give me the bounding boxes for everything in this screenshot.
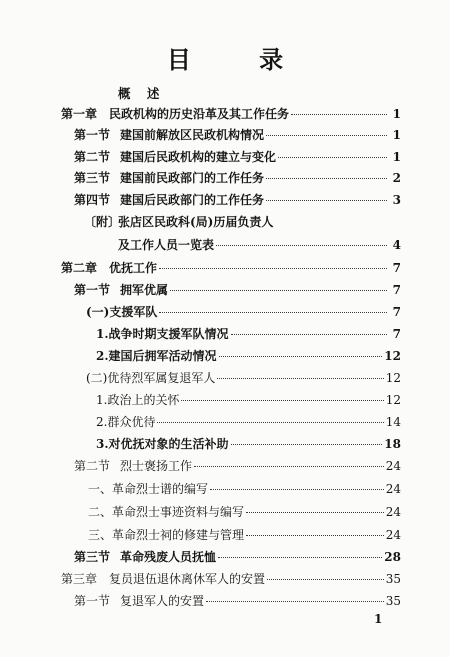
toc-entry-label: 复退军人的安置 bbox=[120, 594, 205, 608]
toc-entry-label: 烈士褒扬工作 bbox=[120, 459, 193, 473]
toc-entry-page: 2 bbox=[392, 171, 401, 185]
toc-entry-number: 第二节 bbox=[74, 459, 111, 473]
toc-entry-label: 复员退伍退休离休军人的安置 bbox=[109, 572, 266, 586]
toc-entry-page: 24 bbox=[385, 505, 401, 519]
toc-entry-page: 12 bbox=[385, 371, 401, 385]
toc-entry-page: 4 bbox=[392, 238, 401, 252]
toc-entry-subsection[interactable] bbox=[88, 525, 401, 545]
toc-entry-appendix[interactable] bbox=[84, 212, 401, 232]
toc-entry-page: 1 bbox=[392, 128, 401, 142]
toc-entry-page: 24 bbox=[385, 482, 401, 496]
dot-leader bbox=[159, 312, 387, 313]
toc-entry-section[interactable] bbox=[74, 147, 401, 167]
toc-entry-item[interactable] bbox=[96, 390, 401, 410]
toc-entry-chapter-3[interactable] bbox=[61, 569, 401, 589]
toc-entry-number: 〔附〕 bbox=[84, 215, 121, 229]
toc-entry-section[interactable] bbox=[74, 591, 401, 611]
toc-overview-heading: 概 述 bbox=[118, 86, 166, 101]
dot-leader bbox=[210, 489, 384, 490]
toc-entry-label: 2.建国后拥军活动情况 bbox=[96, 349, 217, 363]
toc-entry-section[interactable] bbox=[74, 125, 401, 145]
dot-leader bbox=[217, 378, 383, 379]
toc-entry-label: 1.战争时期支援军队情况 bbox=[96, 327, 229, 341]
dot-leader bbox=[181, 400, 383, 401]
toc-entry-page: 24 bbox=[385, 459, 401, 473]
toc-entry-page: 7 bbox=[392, 327, 401, 341]
toc-entry-number: 第二章 bbox=[61, 261, 98, 275]
dot-leader bbox=[157, 422, 383, 423]
dot-leader bbox=[219, 356, 383, 357]
dot-leader bbox=[246, 535, 384, 536]
dot-leader bbox=[231, 444, 383, 445]
toc-entry-label: 建国后民政部门的工作任务 bbox=[120, 193, 265, 207]
toc-entry-label: 张店区民政科(局)历届负责人 bbox=[118, 215, 274, 229]
toc-entry-label: 建国后民政机构的建立与变化 bbox=[120, 150, 277, 164]
toc-entry-item[interactable] bbox=[96, 346, 401, 366]
dot-leader bbox=[266, 200, 387, 201]
toc-entry-page: 28 bbox=[384, 550, 401, 564]
dot-leader bbox=[216, 245, 387, 246]
toc-entry-item[interactable] bbox=[96, 434, 401, 454]
toc-entry-appendix-continuation[interactable] bbox=[118, 235, 401, 255]
toc-entry-number: 第四节 bbox=[74, 193, 111, 207]
toc-entry-number: 第一节 bbox=[74, 128, 111, 142]
toc-entry-number: 第一节 bbox=[74, 283, 111, 297]
toc-entry-section[interactable] bbox=[74, 280, 401, 300]
toc-entry-number: 第三章 bbox=[61, 572, 98, 586]
toc-entry-number: 第一节 bbox=[74, 594, 111, 608]
toc-entry-page: 35 bbox=[385, 572, 401, 586]
dot-leader bbox=[159, 268, 387, 269]
toc-entry-page: 24 bbox=[385, 528, 401, 542]
dot-leader bbox=[194, 466, 384, 467]
toc-entry-page: 1 bbox=[392, 150, 401, 164]
toc-entry-label: 2.群众优待 bbox=[96, 415, 156, 429]
dot-leader bbox=[291, 114, 387, 115]
toc-entry-page: 35 bbox=[385, 594, 401, 608]
toc-entry-label: 及工作人员一览表 bbox=[118, 238, 215, 252]
toc-entry-label: 革命残废人员抚恤 bbox=[120, 550, 217, 564]
toc-entry-chapter-2[interactable] bbox=[61, 258, 401, 278]
toc-entry-label: 民政机构的历史沿革及其工作任务 bbox=[109, 107, 290, 121]
dot-leader bbox=[266, 178, 387, 179]
dot-leader bbox=[246, 512, 384, 513]
toc-entry-subsection[interactable] bbox=[86, 302, 401, 322]
toc-entry-subsection[interactable] bbox=[86, 368, 401, 388]
toc-entry-item[interactable] bbox=[96, 324, 401, 344]
dot-leader bbox=[266, 135, 387, 136]
toc-entry-label: 建国前解放区民政机构情况 bbox=[120, 128, 265, 142]
dot-leader bbox=[267, 579, 384, 580]
toc-entry-label: 优抚工作 bbox=[109, 261, 158, 275]
dot-leader bbox=[218, 557, 382, 558]
toc-entry-section[interactable] bbox=[74, 190, 401, 210]
toc-entry-page: 3 bbox=[392, 193, 401, 207]
toc-entry-number: 第三节 bbox=[74, 171, 111, 185]
dot-leader bbox=[206, 601, 384, 602]
toc-entry-label: (二)优待烈军属复退军人 bbox=[86, 371, 216, 385]
dot-leader bbox=[231, 334, 387, 335]
toc-entry-page: 7 bbox=[392, 261, 401, 275]
toc-entry-page: 7 bbox=[392, 283, 401, 297]
toc-entry-label: 1.政治上的关怀 bbox=[96, 393, 180, 407]
toc-entry-number: 第二节 bbox=[74, 150, 111, 164]
page-number: 1 bbox=[374, 612, 383, 626]
toc-entry-section[interactable] bbox=[74, 168, 401, 188]
page-title: 目 录 bbox=[166, 45, 314, 74]
toc-entry-page: 12 bbox=[385, 393, 401, 407]
toc-entry-label: 一、革命烈士谱的编写 bbox=[88, 482, 209, 496]
toc-entry-page: 12 bbox=[384, 349, 401, 363]
toc-entry-page: 1 bbox=[392, 107, 401, 121]
toc-entry-label: 建国前民政部门的工作任务 bbox=[120, 171, 265, 185]
toc-entry-subsection[interactable] bbox=[88, 479, 401, 499]
toc-entry-subsection[interactable] bbox=[88, 502, 401, 522]
toc-entry-item[interactable] bbox=[96, 412, 401, 432]
toc-entry-page: 18 bbox=[384, 437, 401, 451]
toc-entry-number: 第一章 bbox=[61, 107, 98, 121]
toc-entry-page: 7 bbox=[392, 305, 401, 319]
toc-entry-section[interactable] bbox=[74, 456, 401, 476]
toc-entry-label: (一)支援军队 bbox=[86, 305, 158, 319]
toc-entry-page: 14 bbox=[385, 415, 401, 429]
dot-leader bbox=[278, 157, 387, 158]
dot-leader bbox=[170, 290, 387, 291]
toc-entry-number: 第三节 bbox=[74, 550, 111, 564]
toc-entry-section[interactable] bbox=[74, 547, 401, 567]
toc-entry-label: 3.对优抚对象的生活补助 bbox=[96, 437, 229, 451]
toc-entry-label: 拥军优属 bbox=[120, 283, 169, 297]
toc-entry-label: 二、革命烈士事迹资料与编写 bbox=[88, 505, 245, 519]
toc-entry-chapter-1[interactable] bbox=[61, 104, 401, 124]
toc-entry-label: 三、革命烈士祠的修建与管理 bbox=[88, 528, 245, 542]
